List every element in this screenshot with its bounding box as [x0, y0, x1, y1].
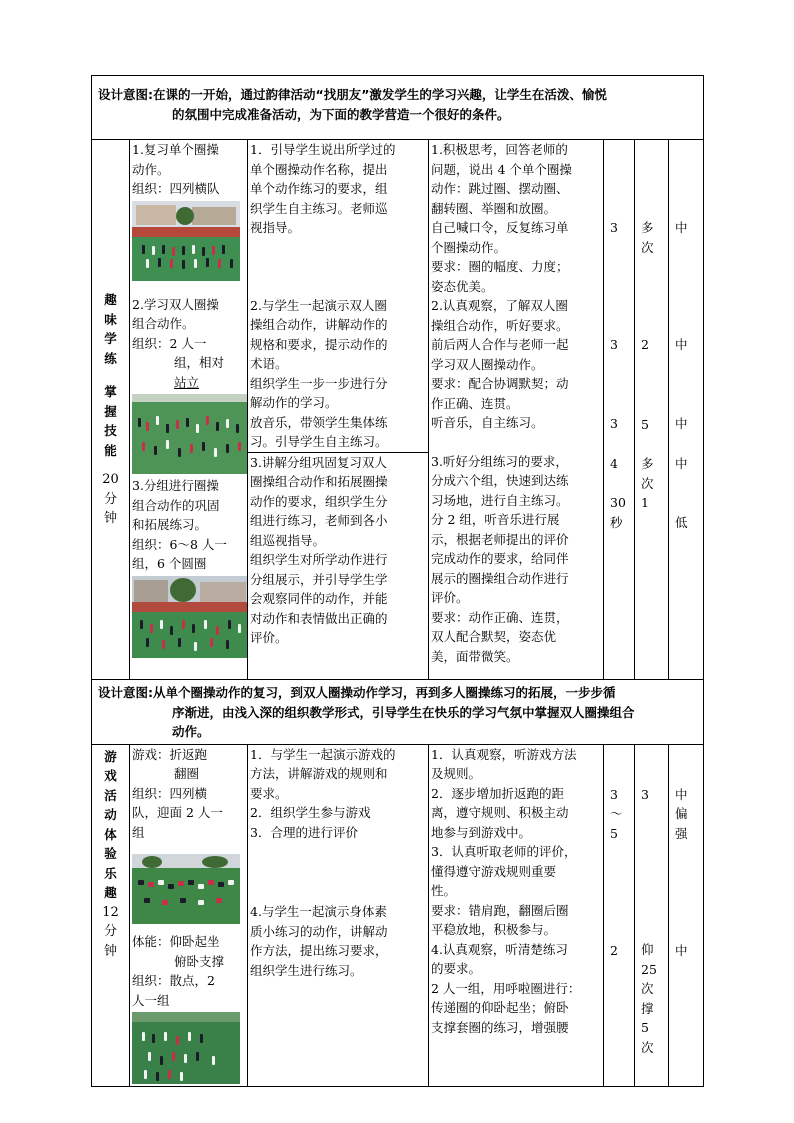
- student-line: 2.认真观察，了解双人圈: [431, 298, 568, 313]
- student-line: 问题，说出 4 个单个圈操: [431, 161, 572, 177]
- teacher-line: 分组展示，并引导学生学: [250, 571, 388, 587]
- teacher-line: 组织学生对所学动作进行: [250, 552, 388, 567]
- photo-circles: [132, 576, 248, 658]
- content-line: 游戏：折返跑: [132, 746, 208, 762]
- student-line: 传递圈的仰卧起坐；俯卧: [431, 1000, 569, 1015]
- student-line: 3．认真听取老师的评价，: [431, 844, 577, 859]
- student-line: 操组合动作，听好要求。: [431, 317, 569, 333]
- student-line: 习场地，进行自主练习。: [431, 492, 569, 508]
- content-line: 组合动作的巩固: [132, 497, 220, 513]
- student-line: 示，根据老师提出的评价: [431, 531, 569, 547]
- teacher-line: 动作的要求，组织学生分: [250, 493, 388, 509]
- section-label-char: 戏: [104, 768, 117, 783]
- count-value: 1: [641, 495, 649, 510]
- section-time-number: 20: [102, 472, 119, 488]
- student-line: 平稳放地，积极参与。: [431, 922, 557, 937]
- student-line: 及规则。: [431, 766, 482, 781]
- photo-pairs: [132, 394, 248, 474]
- teacher-line: 要求。: [250, 785, 288, 801]
- lesson-plan-table: [91, 75, 704, 1087]
- student-line: 2 人一组，用呼啦圈进行：: [431, 980, 581, 996]
- section-label-char: 趣: [104, 885, 117, 900]
- student-line: 要求：错肩跑，翻圈后圈: [431, 902, 569, 918]
- student-line: 翻转圈、举圈和放圈。: [431, 200, 557, 216]
- count-value: 仰: [641, 942, 654, 957]
- section-1-time: [604, 140, 635, 680]
- student-line: 动作：跳过圈、摆动圈、: [431, 181, 569, 196]
- teacher-line: 织学生自主练习。老师巡: [250, 200, 388, 216]
- design-intent-line: 动作。: [172, 724, 210, 739]
- student-line: 完成动作的要求，给同伴: [431, 551, 569, 566]
- time-value: ～: [610, 806, 623, 821]
- teacher-line: 1．与学生一起演示游戏的: [250, 746, 396, 762]
- count-value: 多: [641, 456, 654, 471]
- teacher-line: 单个动作练习的要求，组: [250, 181, 388, 196]
- teacher-line: 评价。: [250, 630, 288, 645]
- count-value: 5: [641, 416, 649, 432]
- student-line: 2．逐步增加折返跑的距: [431, 785, 564, 801]
- content-line: 3.分组进行圈操: [132, 478, 219, 493]
- section-2-student: [429, 744, 604, 1087]
- content-line: 俯卧支撑: [174, 953, 225, 969]
- content-line: 2.学习双人圈操: [132, 296, 219, 312]
- teacher-line: 圈操组合动作和拓展圈操: [250, 474, 388, 489]
- content-line: 组，6 个圆圈: [132, 556, 207, 571]
- section-time-unit: 分: [103, 491, 117, 507]
- section-label-char: 练: [104, 350, 117, 366]
- section-label-char: 技: [104, 423, 117, 439]
- section-label-char: 游: [104, 748, 117, 764]
- section-label-char: 学: [104, 331, 117, 347]
- section-label-char: 握: [104, 403, 117, 419]
- time-value: 3: [610, 416, 618, 431]
- time-value: 5: [610, 825, 618, 841]
- count-value: 3: [641, 786, 649, 802]
- teacher-line: 1．引导学生说出所学过的: [250, 142, 396, 157]
- student-line: 性。: [431, 883, 457, 898]
- teacher-line: 组织学生进行练习。: [250, 962, 363, 978]
- content-line: 组: [132, 824, 145, 840]
- content-line: 体能：仰卧起坐: [132, 934, 220, 949]
- time-value: 秒: [610, 514, 623, 530]
- intensity-value: 强: [675, 825, 688, 841]
- teacher-line: 3.讲解分组巩固复习双人: [250, 454, 387, 470]
- count-value: 25: [641, 961, 657, 977]
- content-line: 和拓展练习。: [132, 517, 208, 532]
- teacher-line: 质小练习的动作，讲解动: [250, 923, 388, 939]
- section-label-char: 趣: [104, 292, 117, 308]
- section-2-teacher: [248, 744, 429, 1087]
- content-line: 组织：四列横队: [132, 181, 220, 196]
- time-value: 3: [610, 220, 618, 235]
- student-line: 前后两人合作与老师一起: [431, 337, 569, 352]
- teacher-line: 对动作和表情做出正确的: [250, 610, 388, 626]
- intensity-value: 中: [675, 336, 688, 352]
- teacher-line: 组巡视指导。: [250, 532, 326, 548]
- student-line: 支撑套圈的练习，增强腰: [431, 1019, 569, 1035]
- student-line: 1.积极思考，回答老师的: [431, 142, 568, 157]
- count-value: 次: [641, 475, 654, 491]
- student-line: 姿态优美。: [431, 278, 494, 294]
- photo-four-rows: [132, 201, 240, 281]
- section-time-unit: 钟: [103, 511, 117, 527]
- intensity-value: 中: [675, 416, 688, 431]
- content-line: 组织：6～8 人一: [132, 536, 227, 552]
- student-line: 作正确、连贯。: [431, 395, 519, 411]
- section-label-char: 体: [104, 826, 117, 842]
- student-line: 听音乐，自主练习。: [431, 415, 544, 430]
- teacher-line: 2．组织学生参与游戏: [250, 805, 371, 820]
- section-2-time: [604, 744, 635, 1087]
- student-line: 自己喊口令，反复练习单: [431, 220, 569, 235]
- student-line: 的要求。: [431, 961, 482, 976]
- content-line: 动作。: [132, 161, 170, 177]
- design-intent-line: 序渐进，由浅入深的组织教学形式，引导学生在快乐的学习气氛中掌握双人圈操组合: [172, 704, 635, 720]
- content-line: 组，相对: [174, 355, 225, 370]
- student-line: 双人配合默契，姿态优: [431, 629, 557, 644]
- design-intent-line: 的氛围中完成准备活动，为下面的教学营造一个很好的条件。: [172, 106, 510, 122]
- student-line: 分 2 组，听音乐进行展: [431, 512, 560, 527]
- section-time-number: 12: [102, 904, 119, 920]
- count-value: 次: [641, 239, 654, 255]
- teacher-line: 会观察同伴的动作，并能: [250, 591, 388, 606]
- section-1-label: [92, 140, 130, 680]
- count-value: 多: [641, 220, 654, 235]
- teacher-line: 术语。: [250, 356, 288, 371]
- student-line: 学习双人圈操动作。: [431, 356, 544, 372]
- section-1-count: [635, 140, 669, 680]
- intensity-value: 偏: [675, 806, 688, 821]
- count-value: 2: [641, 337, 649, 352]
- student-line: 离，遵守规则、积极主动: [431, 805, 569, 820]
- design-intent-line: 从单个圈操动作的复习，到双人圈操动作学习，再到多人圈操练习的拓展，一步步循: [153, 685, 616, 700]
- section-1-teacher: [248, 140, 429, 680]
- design-intent-2: [92, 680, 704, 745]
- content-line: 站立: [174, 374, 200, 390]
- section-label-char: 动: [104, 807, 117, 822]
- teacher-line: 方法，讲解游戏的规则和: [250, 766, 388, 781]
- section-time-unit: 钟: [103, 943, 117, 959]
- count-value: 次: [641, 1039, 654, 1055]
- design-intent-1: [92, 76, 704, 140]
- time-value: 2: [610, 943, 618, 958]
- count-value: 次: [641, 981, 654, 996]
- intensity-value: 中: [675, 455, 688, 471]
- section-2-intensity: [669, 744, 704, 1087]
- time-value: 30: [610, 495, 626, 510]
- section-label-char: 掌: [104, 384, 117, 400]
- section-label-char: 活: [104, 787, 117, 803]
- section-label-char: 乐: [104, 865, 117, 881]
- content-line: 组合动作。: [132, 316, 195, 331]
- student-line: 要求：配合协调默契；动: [431, 376, 569, 391]
- content-line: 翻圈: [174, 766, 200, 781]
- section-2-label: [92, 744, 130, 1087]
- teacher-line: 解动作的学习。: [250, 395, 338, 410]
- teacher-line: 作方法，提出练习要求，: [250, 943, 388, 958]
- count-value: 5: [641, 1020, 649, 1035]
- section-label-char: 验: [104, 846, 117, 861]
- design-intent-label: 设计意图:: [98, 87, 153, 102]
- student-line: 展示的圈操组合动作进行: [431, 570, 569, 586]
- student-line: 懂得遵守游戏规则重要: [431, 863, 557, 879]
- student-line: 要求：动作正确、连贯，: [431, 609, 569, 625]
- intensity-value: 中: [675, 943, 688, 958]
- student-line: 个圈操动作。: [431, 239, 507, 255]
- student-line: 评价。: [431, 590, 469, 605]
- design-intent-label: 设计意图:: [98, 685, 153, 700]
- intensity-value: 中: [675, 220, 688, 235]
- teacher-line: 规格和要求，提示动作的: [250, 336, 388, 352]
- time-value: 3: [610, 336, 618, 352]
- section-2-count: [635, 744, 669, 1087]
- intensity-value: 低: [675, 515, 688, 530]
- section-label-char: 能: [104, 442, 117, 458]
- teacher-line: 习。引导学生自主练习。: [248, 432, 428, 453]
- time-value: 3: [610, 786, 618, 802]
- teacher-line: 单个圈操动作名称，提出: [250, 161, 388, 177]
- design-intent-line: 在课的一开始，通过韵律活动“找朋友”激发学生的学习兴趣，让学生在活泼、愉悦: [153, 87, 607, 102]
- teacher-line: 组织学生一步一步进行分: [250, 375, 388, 391]
- student-line: 1．认真观察，听游戏方法: [431, 746, 577, 762]
- teacher-line: 4.与学生一起演示身体素: [250, 904, 387, 919]
- teacher-line: 3．合理的进行评价: [250, 824, 358, 840]
- student-line: 4.认真观察，听清楚练习: [431, 941, 568, 957]
- section-label-char: 味: [104, 311, 117, 327]
- photo-fitness: [132, 1012, 240, 1084]
- content-line: 组织：四列横: [132, 785, 208, 801]
- student-line: 3.听好分组练习的要求，: [431, 453, 568, 469]
- count-value: 撑: [641, 1000, 654, 1016]
- content-line: 组织：2 人一: [132, 335, 207, 351]
- content-line: 队，迎面 2 人一: [132, 805, 223, 820]
- section-1-intensity: [669, 140, 704, 680]
- content-line: 1.复习单个圈操: [132, 142, 219, 157]
- content-line: 组织：散点，2: [132, 973, 215, 988]
- teacher-line: 视指导。: [250, 220, 301, 235]
- section-2-content: [130, 744, 248, 1087]
- student-line: 美，面带微笑。: [431, 648, 519, 664]
- student-line: 分成六个组，快速到达练: [431, 473, 569, 488]
- photo-relay-game: [132, 854, 240, 924]
- teacher-line: 2.与学生一起演示双人圈: [250, 297, 387, 313]
- section-1-content: [130, 140, 248, 680]
- student-line: 要求：圈的幅度、力度；: [431, 259, 569, 274]
- student-line: 地参与到游戏中。: [431, 824, 532, 840]
- teacher-line: 放音乐，带领学生集体练: [250, 414, 388, 430]
- content-line: 人一组: [132, 992, 170, 1008]
- intensity-value: 中: [675, 786, 688, 802]
- time-value: 4: [610, 455, 618, 471]
- teacher-line: 组进行练习，老师到各小: [250, 513, 388, 528]
- section-time-unit: 分: [103, 924, 117, 939]
- teacher-line: 操组合动作，讲解动作的: [250, 317, 388, 332]
- section-1-student: [429, 140, 604, 680]
